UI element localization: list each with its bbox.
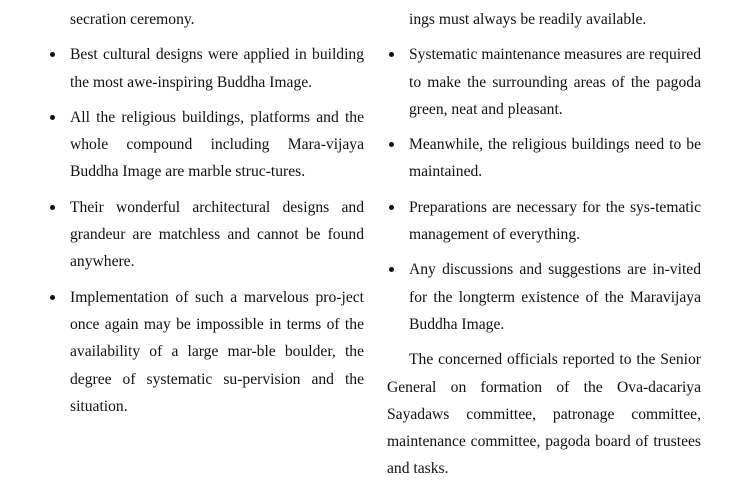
bullet-item: Implementation of such a marvelous pro-ject once again may be impossible in terms of the availability of a large mar-ble boulder, the degree of systematic su-pervision and the situation. [48, 284, 364, 420]
continued-text-fragment: ings must always be readily available. [409, 11, 647, 28]
left-column [48, 6, 364, 420]
bullet-item: Any discussions and suggestions are in-vited for the longterm existence of the Maravijaya Buddha Image. [387, 256, 701, 338]
bullet-list-right [387, 41, 701, 338]
bullet-item: Preparations are necessary for the sys-tematic management of everything. [387, 194, 701, 249]
bullet-item: Their wonderful architectural designs and grandeur are matchless and cannot be found anywhere. [48, 194, 364, 276]
right-column [387, 6, 701, 498]
body-paragraph: The concerned officials reported to the Senior General on formation of the Ova-dacariya Sayadaws committee, patronage committee, maintenance committee, pagoda board of trustees and tasks. [387, 351, 701, 478]
bullet-item: Meanwhile, the religious buildings need to be maintained. [387, 131, 701, 186]
continued-text-fragment: secration ceremony. [70, 11, 195, 28]
bullet-item: All the religious buildings, platforms and the whole compound including Mara-vijaya Buddha Image are marble struc-tures. [48, 104, 364, 186]
bullet-list-left [48, 41, 364, 420]
bullet-item: Best cultural designs were applied in building the most awe-inspiring Buddha Image. [48, 41, 364, 96]
bullet-item: Systematic maintenance measures are required to make the surrounding areas of the pagoda green, neat and pleasant. [387, 41, 701, 123]
